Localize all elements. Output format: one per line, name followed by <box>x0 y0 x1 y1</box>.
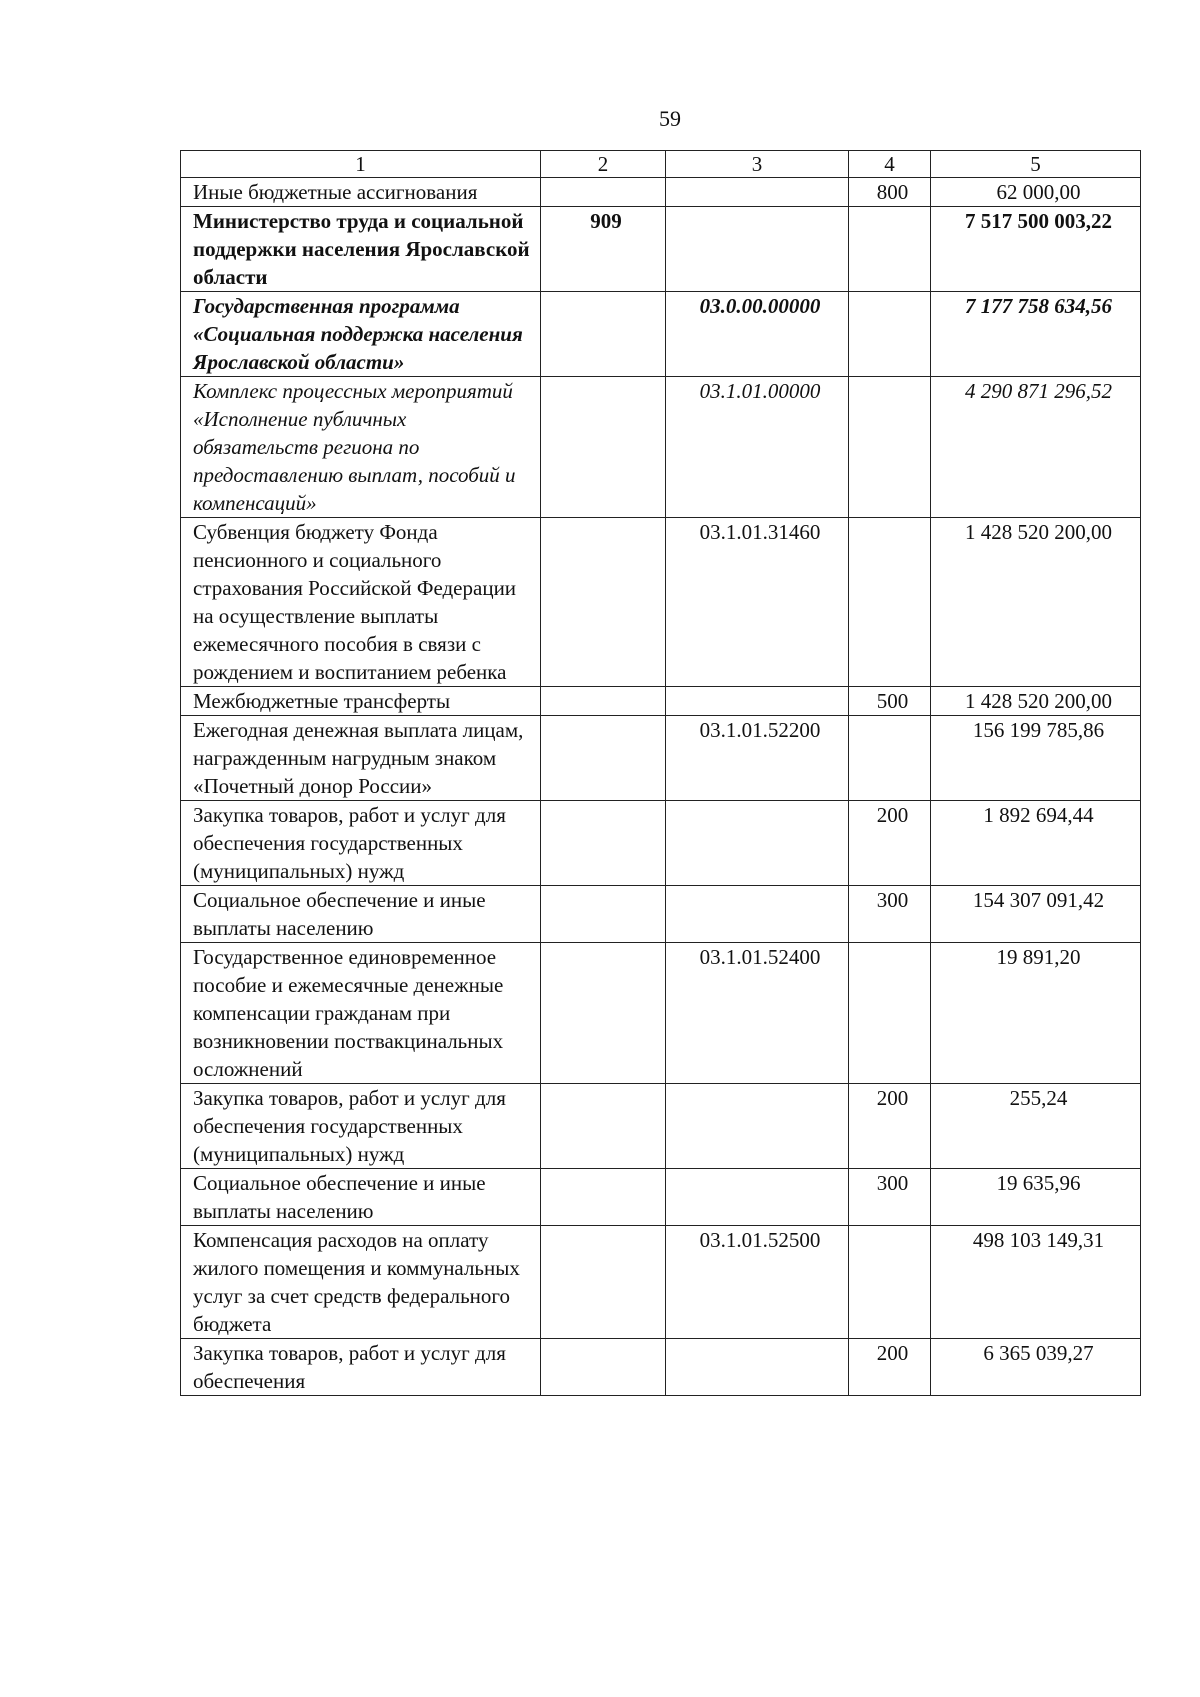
table-row <box>181 292 1141 377</box>
ministry-code-cell <box>541 886 666 943</box>
row-name-cell: Государственное единовременное пособие и ежемесячные денежные компенсации гражданам при возникновении поствакцинальных осложнений <box>181 943 541 1084</box>
row-name-cell: Государственная программа «Социальная поддержка населения Ярославской области» <box>181 292 541 377</box>
row-name-cell: Закупка товаров, работ и услуг для обеспечения государственных (муниципальных) нужд <box>181 1084 541 1169</box>
ministry-code-cell <box>541 1169 666 1226</box>
table-row <box>181 801 1141 886</box>
row-name-cell: Социальное обеспечение и иные выплаты населению <box>181 886 541 943</box>
ministry-code-cell <box>541 1339 666 1396</box>
ministry-code-cell: 909 <box>541 207 666 292</box>
row-name-cell: Ежегодная денежная выплата лицам, награжденным нагрудным знаком «Почетный донор России» <box>181 716 541 801</box>
target-article-cell <box>666 207 849 292</box>
header-col-5: 5 <box>931 151 1141 178</box>
table-row <box>181 943 1141 1084</box>
amount-cell: 154 307 091,42 <box>931 886 1141 943</box>
amount-cell: 4 290 871 296,52 <box>931 377 1141 518</box>
target-article-cell: 03.1.01.52400 <box>666 943 849 1084</box>
expense-type-cell <box>849 1226 931 1339</box>
table-row <box>181 207 1141 292</box>
ministry-code-cell <box>541 377 666 518</box>
table-row <box>181 518 1141 687</box>
table-row <box>181 1226 1141 1339</box>
ministry-code-cell <box>541 292 666 377</box>
table-row <box>181 1084 1141 1169</box>
header-col-4: 4 <box>849 151 931 178</box>
ministry-code-cell <box>541 716 666 801</box>
table-row <box>181 178 1141 207</box>
target-article-cell <box>666 1084 849 1169</box>
amount-cell: 62 000,00 <box>931 178 1141 207</box>
target-article-cell <box>666 886 849 943</box>
target-article-cell: 03.1.01.52500 <box>666 1226 849 1339</box>
target-article-cell <box>666 801 849 886</box>
expense-type-cell <box>849 518 931 687</box>
header-row <box>181 151 1141 178</box>
header-col-1: 1 <box>181 151 541 178</box>
expense-type-cell <box>849 377 931 518</box>
row-name-cell: Субвенция бюджету Фонда пенсионного и социального страхования Российской Федерации на осуществление выплаты ежемесячного пособия в связи с рождением и воспитанием ребенка <box>181 518 541 687</box>
amount-cell: 19 891,20 <box>931 943 1141 1084</box>
expense-type-cell: 200 <box>849 1084 931 1169</box>
amount-cell: 255,24 <box>931 1084 1141 1169</box>
ministry-code-cell <box>541 687 666 716</box>
header-col-3: 3 <box>666 151 849 178</box>
table-row <box>181 886 1141 943</box>
amount-cell: 7 177 758 634,56 <box>931 292 1141 377</box>
ministry-code-cell <box>541 178 666 207</box>
expense-type-cell <box>849 943 931 1084</box>
amount-cell: 7 517 500 003,22 <box>931 207 1141 292</box>
expense-type-cell: 300 <box>849 1169 931 1226</box>
expense-type-cell: 800 <box>849 178 931 207</box>
target-article-cell <box>666 1169 849 1226</box>
table-row <box>181 687 1141 716</box>
row-name-cell: Министерство труда и социальной поддержки населения Ярославской области <box>181 207 541 292</box>
row-name-cell: Межбюджетные трансферты <box>181 687 541 716</box>
target-article-cell <box>666 178 849 207</box>
expense-type-cell <box>849 716 931 801</box>
expense-type-cell: 300 <box>849 886 931 943</box>
expense-type-cell <box>849 207 931 292</box>
amount-cell: 156 199 785,86 <box>931 716 1141 801</box>
row-name-cell: Социальное обеспечение и иные выплаты населению <box>181 1169 541 1226</box>
ministry-code-cell <box>541 1226 666 1339</box>
header-col-2: 2 <box>541 151 666 178</box>
target-article-cell <box>666 687 849 716</box>
budget-table <box>180 150 1141 1396</box>
expense-type-cell: 500 <box>849 687 931 716</box>
ministry-code-cell <box>541 1084 666 1169</box>
expense-type-cell: 200 <box>849 1339 931 1396</box>
expense-type-cell: 200 <box>849 801 931 886</box>
target-article-cell: 03.1.01.52200 <box>666 716 849 801</box>
row-name-cell: Комплекс процессных мероприятий «Исполнение публичных обязательств региона по предоставлению выплат, пособий и компенсаций» <box>181 377 541 518</box>
table-row <box>181 1169 1141 1226</box>
table-row <box>181 377 1141 518</box>
table-row <box>181 716 1141 801</box>
target-article-cell: 03.0.00.00000 <box>666 292 849 377</box>
amount-cell: 1 428 520 200,00 <box>931 687 1141 716</box>
row-name-cell: Закупка товаров, работ и услуг для обеспечения государственных (муниципальных) нужд <box>181 801 541 886</box>
target-article-cell <box>666 1339 849 1396</box>
target-article-cell: 03.1.01.31460 <box>666 518 849 687</box>
row-name-cell: Закупка товаров, работ и услуг для обеспечения <box>181 1339 541 1396</box>
page-number: 59 <box>659 106 681 131</box>
amount-cell: 1 892 694,44 <box>931 801 1141 886</box>
ministry-code-cell <box>541 518 666 687</box>
ministry-code-cell <box>541 943 666 1084</box>
row-name-cell: Компенсация расходов на оплату жилого помещения и коммунальных услуг за счет средств федерального бюджета <box>181 1226 541 1339</box>
table-row <box>181 1339 1141 1396</box>
target-article-cell: 03.1.01.00000 <box>666 377 849 518</box>
row-name-cell: Иные бюджетные ассигнования <box>181 178 541 207</box>
amount-cell: 1 428 520 200,00 <box>931 518 1141 687</box>
amount-cell: 498 103 149,31 <box>931 1226 1141 1339</box>
expense-type-cell <box>849 292 931 377</box>
ministry-code-cell <box>541 801 666 886</box>
amount-cell: 19 635,96 <box>931 1169 1141 1226</box>
amount-cell: 6 365 039,27 <box>931 1339 1141 1396</box>
